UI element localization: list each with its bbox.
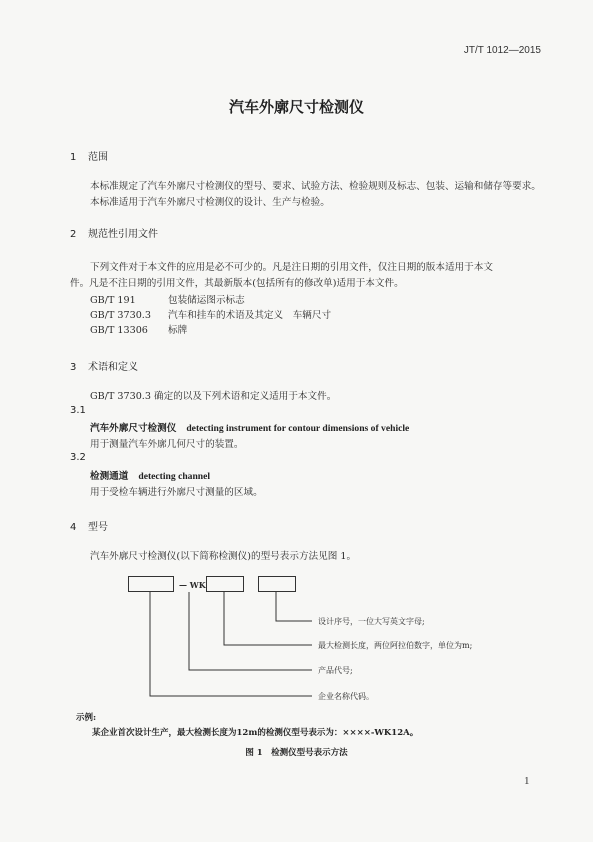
term-3-1-definition: 用于测量汽车外廓几何尺寸的装置。	[90, 439, 244, 450]
section-number: 1	[70, 152, 77, 163]
term-3-1-number: 3.1	[70, 405, 86, 416]
section-1-para-1: 本标准规定了汽车外廓尺寸检测仪的型号、要求、试验方法、检验规则及标志、包装、运输和储存等要求。	[90, 181, 541, 192]
enterprise-code-leader	[150, 592, 312, 696]
section-2-para-line-1: 下列文件对于本文件的应用是必不可少的。凡是注日期的引用文件，仅注日期的版本适用于本文	[90, 262, 493, 273]
page-number: 1	[524, 775, 530, 787]
product-code-label: 产品代号;	[318, 666, 353, 675]
standard-code: JT/T 1012—2015	[463, 45, 541, 56]
reference-title: 包装储运图示标志	[168, 295, 245, 306]
product-code-leader	[189, 592, 312, 670]
term-3-2-definition: 用于受检车辆进行外廓尺寸测量的区域。	[90, 487, 263, 498]
reference-title: 标牌	[168, 325, 188, 336]
example-label: 示例:	[76, 713, 97, 723]
term-zh: 检测通道	[90, 471, 129, 482]
reference-code: GB/T 191	[90, 295, 136, 306]
reference-code: GB/T 13306	[90, 325, 148, 336]
section-number: 2	[70, 229, 77, 240]
section-4-para: 汽车外廓尺寸检测仪(以下简称检测仪)的型号表示方法见图 1。	[90, 551, 357, 562]
term-en: detecting instrument for contour dimensions of vehicle	[186, 423, 410, 434]
reference-title: 汽车和挂车的术语及其定义 车辆尺寸	[168, 310, 332, 321]
term-zh: 汽车外廓尺寸检测仪	[90, 423, 177, 434]
section-number: 3	[70, 362, 77, 373]
section-title: 术语和定义	[88, 362, 138, 373]
design-serial-label: 设计序号，一位大写英文字母;	[318, 617, 425, 626]
max-length-label: 最大检测长度，两位阿拉伯数字，单位为m;	[318, 641, 473, 650]
section-title: 范围	[88, 152, 108, 163]
page-title: 汽车外廓尺寸检测仪	[228, 98, 364, 116]
section-3-para: GB/T 3730.3 确定的以及下列术语和定义适用于本文件。	[90, 391, 337, 402]
section-number: 4	[70, 522, 77, 533]
figure-caption: 图 1 检测仪型号表示方法	[245, 748, 348, 758]
term-en: detecting channel	[138, 471, 211, 482]
design-serial-leader	[276, 592, 312, 621]
section-1-para-2: 本标准适用于汽车外廓尺寸检测仪的设计、生产与检验。	[90, 197, 330, 208]
max-length-leader	[224, 592, 312, 645]
enterprise-code-label: 企业名称代码。	[318, 692, 374, 701]
section-2-para-line-2: 件。凡是不注日期的引用文件，其最新版本(包括所有的修改单)适用于本文件。	[70, 278, 404, 289]
section-title: 型号	[88, 522, 108, 533]
reference-code: GB/T 3730.3	[90, 310, 151, 321]
example-text: 某企业首次设计生产，最大检测长度为12m的检测仪型号表示为：××××-WK12A。	[92, 728, 419, 738]
section-title: 规范性引用文件	[88, 229, 158, 240]
product-code-separator: — WK	[179, 580, 206, 590]
term-3-2-number: 3.2	[70, 452, 86, 463]
